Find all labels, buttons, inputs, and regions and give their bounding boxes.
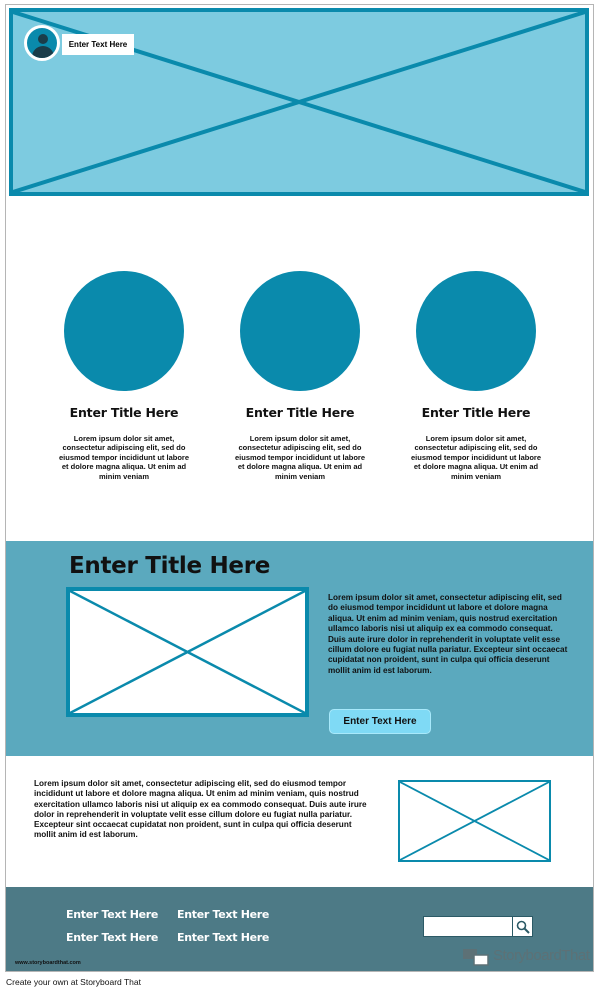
site-credit: www.storyboardthat.com [15,960,81,966]
footer-link[interactable]: Enter Text Here [66,931,159,944]
feature-title: Enter Title Here [69,405,179,420]
feature-card-1 [58,271,189,481]
footer [6,887,594,972]
section-title: Enter Title Here [69,553,271,579]
placeholder-cross [400,782,549,860]
feature-card-3 [410,271,541,481]
footer-search [423,916,533,937]
feature-image-circle [64,271,184,391]
feature-image-circle [416,271,536,391]
logo-word-2: That [561,947,590,964]
cta-button[interactable]: Enter Text Here [329,709,431,734]
section-body-text: Lorem ipsum dolor sit amet, consectetur adipiscing elit, sed do eiusmod tempor incididunt ut labore et dolore magna aliqua. Ut enim ad minim veniam, quis nostrud exercitation ullamco laboris nisi ut aliquip ex ea commodo consequat. Duis aute irure dolor in reprehenderit in voluptate velit esse cillum dolore eu fugiat nulla pariatur. Excepteur sint occaecat cupidatat non proident, sunt in culpa qui officia deserunt mollit anim id est laborum. [328,593,568,675]
feature-text: Lorem ipsum dolor sit amet, consectetur adipiscing elit, sed do eiusmod tempor incididunt ut labore et dolore magna aliqua. Ut enim ad minim veniam [410,434,541,481]
footer-link[interactable]: Enter Text Here [66,908,159,921]
avatar[interactable] [24,25,60,61]
avatar-body [32,46,54,60]
search-icon [516,920,530,934]
hero-label: Enter Text Here [62,34,134,55]
placeholder-cross [70,591,305,713]
search-input[interactable] [423,916,513,937]
feature-card-2 [234,271,365,481]
feature-image-circle [240,271,360,391]
content-band [6,541,594,756]
feature-title: Enter Title Here [245,405,355,420]
footer-link[interactable]: Enter Text Here [177,908,270,921]
feature-text: Lorem ipsum dolor sit amet, consectetur adipiscing elit, sed do eiusmod tempor incididunt ut labore et dolore magna aliqua. Ut enim ad minim veniam [234,434,365,481]
avatar-head [38,34,48,44]
feature-title: Enter Title Here [421,405,531,420]
search-button[interactable] [513,916,533,937]
lower-image-placeholder [398,780,551,862]
feature-text: Lorem ipsum dolor sit amet, consectetur adipiscing elit, sed do eiusmod tempor incididunt ut labore et dolore magna aliqua. Ut enim ad minim veniam [58,434,189,481]
footer-link[interactable]: Enter Text Here [177,931,270,944]
logo-word-1: Storyboard [493,947,562,964]
storyboardthat-logo [463,946,593,968]
hero-banner [9,8,589,196]
lower-body-text: Lorem ipsum dolor sit amet, consectetur adipiscing elit, sed do eiusmod tempor incididunt ut labore et dolore magna aliqua. Ut enim ad minim veniam, quis nostrud exercitation ullamco laboris nisi ut aliquip ex ea commodo consequat. Duis aute irure dolor in reprehenderit in voluptate velit esse cillum dolore eu fugiat nulla pariatur. Excepteur sint occaecat cupidatat non proident, sunt in culpa qui officia deserunt mollit anim id est laborum. [34,779,367,840]
logo-wordmark [493,947,589,964]
image-placeholder [66,587,309,717]
page-caption: Create your own at Storyboard That [6,977,141,987]
wireframe-page [5,4,594,972]
logo-icon [463,949,489,966]
